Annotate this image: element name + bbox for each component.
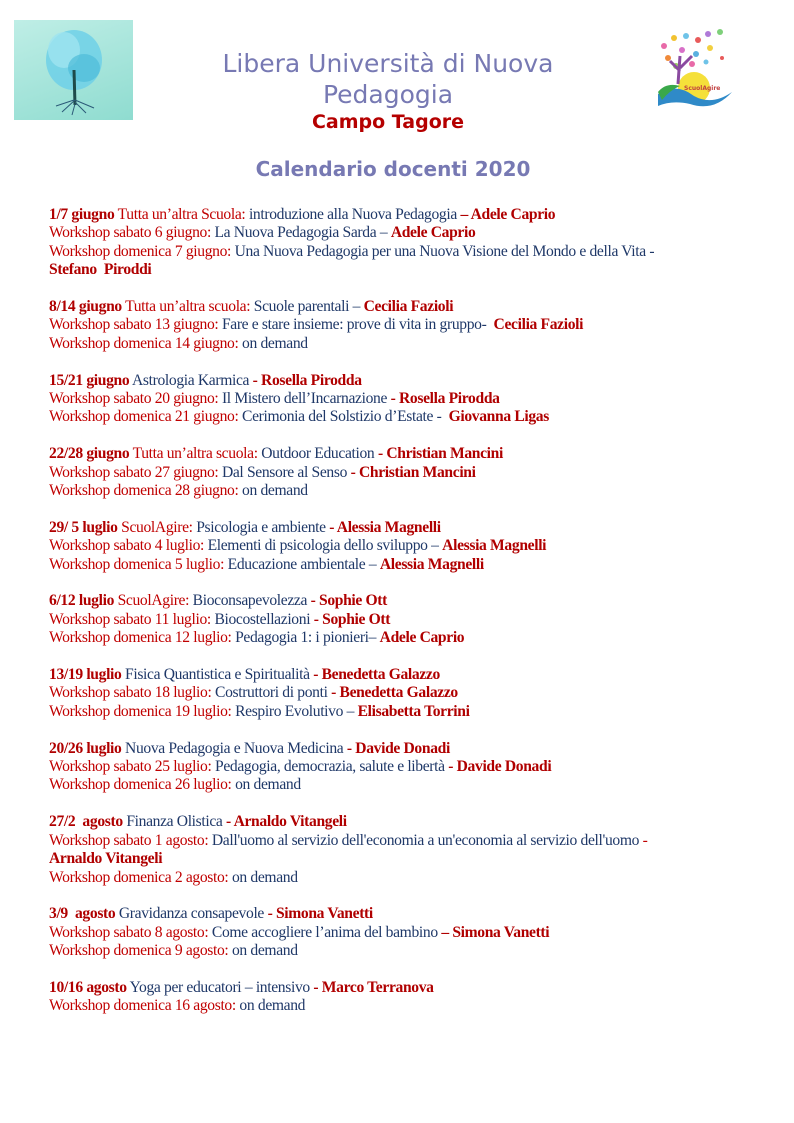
description-text: Finanza Olistica — [122, 813, 227, 831]
red-label: Workshop sabato 1 agosto: — [49, 831, 209, 849]
bold-red-text: 8/14 giugno — [49, 298, 122, 316]
red-label: Workshop domenica 26 luglio: — [49, 776, 232, 794]
calendar-entry-line — [49, 629, 769, 647]
bold-red-text: Cecilia Fazioli — [363, 298, 454, 316]
description-text: Il Mistero dell’Incarnazione — [218, 390, 391, 408]
description-text: Elementi di psicologia dello sviluppo – — [204, 537, 443, 555]
description-text: Dall'uomo al servizio dell'economia a un'economia al servizio dell'uomo — [208, 831, 643, 849]
calendar-entry-line — [49, 243, 769, 261]
description-text: on demand — [238, 334, 308, 352]
description-text: Outdoor Education — [257, 445, 378, 463]
red-label: Workshop domenica 5 luglio: — [49, 555, 225, 573]
red-label: Workshop sabato 6 giugno: — [49, 224, 211, 242]
red-label: ScuolAgire: — [117, 518, 193, 536]
bold-red-text: - Benedetta Galazzo — [331, 684, 458, 702]
bold-red-text: Arnaldo Vitangeli — [49, 850, 163, 868]
calendar-week-section — [49, 666, 769, 721]
calendar-entry-line — [49, 482, 769, 500]
description-text: on demand — [228, 942, 298, 960]
bold-red-text: Alessia Magnelli — [379, 555, 484, 573]
red-label: Workshop sabato 20 giugno: — [49, 390, 219, 408]
calendar-entry-line — [49, 979, 769, 997]
calendar-week-section — [49, 372, 769, 427]
description-text: Fisica Quantistica e Spiritualità — [121, 666, 314, 684]
red-label: Workshop sabato 8 agosto: — [49, 923, 209, 941]
red-label: ScuolAgire: — [114, 592, 190, 610]
calendar-entry-line — [49, 666, 769, 684]
calendar-week-section — [49, 445, 769, 500]
campo-subtitle: Campo Tagore — [311, 111, 465, 133]
red-label: Workshop domenica 9 agosto: — [49, 942, 229, 960]
description-text: Astrologia Karmica — [129, 371, 253, 389]
calendar-entry-line — [49, 813, 769, 831]
calendar-entry-line — [49, 372, 769, 390]
bold-red-text: 20/26 luglio — [49, 739, 122, 757]
bold-red-text: - Sophie Ott — [310, 592, 387, 610]
red-label: Workshop domenica 16 agosto: — [49, 997, 236, 1015]
description-text: Dal Sensore al Senso — [218, 463, 351, 481]
description-text: Educazione ambientale – — [224, 555, 380, 573]
bold-red-text: - Sophie Ott — [313, 610, 391, 628]
description-text: on demand — [235, 997, 306, 1015]
description-text: on demand — [228, 868, 298, 886]
calendar-entry-line — [49, 556, 769, 574]
bold-red-text: 13/19 luglio — [49, 666, 122, 684]
bold-red-text: - Davide Donadi — [346, 739, 450, 757]
bold-red-text: Stefano Piroddi — [49, 261, 152, 279]
description-text: Yoga per educatori – intensivo — [126, 978, 314, 996]
bold-red-text: 15/21 giugno — [49, 371, 130, 389]
red-label: Tutta un’altra scuola: — [121, 298, 251, 316]
description-text: La Nuova Pedagogia Sarda – — [210, 224, 391, 242]
red-label: Workshop domenica 28 giugno: — [49, 482, 239, 500]
calendar-week-section — [49, 206, 769, 280]
description-text: Pedagogia 1: i pionieri– — [231, 629, 380, 647]
description-text: Respiro Evolutivo – — [231, 702, 358, 720]
bold-red-text: 6/12 luglio — [49, 592, 115, 610]
calendar-entry-line — [49, 261, 769, 279]
calendar-week-section — [49, 979, 769, 1016]
university-name-line1: Libera Università di Nuova — [222, 49, 554, 78]
description-text: on demand — [238, 482, 308, 500]
red-label: Workshop sabato 13 giugno: — [49, 316, 219, 334]
calendar-entry-line — [49, 776, 769, 794]
calendar-entry-line — [49, 298, 769, 316]
calendar-entry-line — [49, 850, 769, 868]
bold-red-text: - Rosella Pirodda — [252, 371, 362, 389]
red-label: Workshop domenica 7 giugno: — [49, 242, 232, 260]
description-text: Pedagogia, democrazia, salute e libertà — [211, 758, 449, 776]
bold-red-text: - Benedetta Galazzo — [313, 666, 440, 684]
bold-red-text: - Rosella Pirodda — [390, 390, 500, 408]
bold-red-text: Adele Caprio — [390, 224, 476, 242]
calendar-entry-line — [49, 869, 769, 887]
bold-red-text: 22/28 giugno — [49, 445, 130, 463]
calendar-entry-line — [49, 684, 769, 702]
red-label: Workshop domenica 12 luglio: — [49, 629, 232, 647]
red-label: Tutta un’altra scuola: — [129, 445, 258, 463]
calendar-entry-line — [49, 832, 769, 850]
calendar-entry-line — [49, 758, 769, 776]
description-text: on demand — [231, 776, 301, 794]
bold-red-text: Elisabetta Torrini — [357, 702, 470, 720]
bold-red-text: - Davide Donadi — [448, 758, 552, 776]
bold-red-text: Adele Caprio — [379, 629, 465, 647]
bold-red-text: - Christian Mancini — [350, 463, 476, 481]
description-text: Psicologia e ambiente — [192, 518, 330, 536]
description-text: Scuole parentali – — [250, 298, 364, 316]
red-label: - — [642, 831, 648, 849]
description-text: Costruttori di ponti — [211, 684, 332, 702]
red-label: Workshop domenica 14 giugno: — [49, 334, 239, 352]
bold-red-text: – Adele Caprio — [460, 206, 556, 223]
calendar-entry-line — [49, 335, 769, 353]
calendar-entry-line — [49, 942, 769, 960]
bold-red-text: - Arnaldo Vitangeli — [226, 813, 347, 831]
red-label: Tutta un’altra Scuola: — [114, 206, 246, 223]
red-label: Workshop domenica 21 giugno: — [49, 408, 239, 426]
calendar-entry-line — [49, 224, 769, 242]
calendar-entry-line — [49, 390, 769, 408]
calendar-entry-line — [49, 206, 769, 224]
red-label: Workshop domenica 2 agosto: — [49, 868, 229, 886]
university-name — [0, 48, 776, 110]
red-label: Workshop sabato 18 luglio: — [49, 684, 212, 702]
calendar-entry-line — [49, 611, 769, 629]
bold-red-text: - Simona Vanetti — [267, 905, 373, 923]
calendar-week-section — [49, 905, 769, 960]
bold-red-text: Giovanna Ligas — [448, 408, 549, 426]
description-text: Una Nuova Pedagogia per una Nuova Visione del Mondo e della Vita - — [231, 242, 655, 260]
calendar-week-section — [49, 813, 769, 887]
bold-red-text: 1/7 giugno — [49, 206, 115, 223]
calendar-week-section — [49, 740, 769, 795]
calendar-week-section — [49, 592, 769, 647]
calendar-entry-line — [49, 316, 769, 334]
bold-red-text: - Marco Terranova — [313, 978, 434, 996]
calendar-week-section — [49, 519, 769, 574]
university-name-line2: Pedagogia — [322, 80, 454, 109]
calendar-entry-line — [49, 703, 769, 721]
bold-red-text: Cecilia Fazioli — [493, 316, 584, 334]
description-text: Bioconsapevolezza — [189, 592, 311, 610]
calendar-entry-line — [49, 519, 769, 537]
bold-red-text: – Simona Vanetti — [441, 923, 550, 941]
red-label: Workshop sabato 27 giugno: — [49, 463, 219, 481]
bold-red-text: 3/9 agosto — [49, 905, 116, 923]
description-text: introduzione alla Nuova Pedagogia — [245, 206, 461, 223]
calendar-week-section — [49, 298, 769, 353]
description-text: Gravidanza consapevole — [115, 905, 268, 923]
red-label: Workshop sabato 11 luglio: — [49, 610, 211, 628]
bold-red-text: Alessia Magnelli — [442, 537, 547, 555]
description-text: Cerimonia del Solstizio d’Estate - — [238, 408, 449, 426]
calendar-entry-line — [49, 997, 769, 1015]
calendar-entry-line — [49, 408, 769, 426]
bold-red-text: 10/16 agosto — [49, 978, 127, 996]
description-text: Come accogliere l’anima del bambino — [208, 923, 442, 941]
calendar-list — [49, 206, 769, 1034]
bold-red-text: - Christian Mancini — [377, 445, 503, 463]
bold-red-text: - Alessia Magnelli — [329, 518, 441, 536]
calendar-entry-line — [49, 537, 769, 555]
description-text: Nuova Pedagogia e Nuova Medicina — [121, 739, 347, 757]
scuolagire-logo-text: ScuolAgire — [684, 85, 721, 92]
description-text: Biocostellazioni — [210, 610, 314, 628]
description-text: Fare e stare insieme: prove di vita in gruppo- — [218, 316, 494, 334]
calendar-entry-line — [49, 924, 769, 942]
calendar-entry-line — [49, 464, 769, 482]
calendar-title: Calendario docenti 2020 — [255, 157, 531, 181]
red-label: Workshop domenica 19 luglio: — [49, 702, 232, 720]
red-label: Workshop sabato 25 luglio: — [49, 758, 212, 776]
red-label: Workshop sabato 4 luglio: — [49, 537, 205, 555]
calendar-entry-line — [49, 740, 769, 758]
calendar-entry-line — [49, 445, 769, 463]
calendar-entry-line — [49, 592, 769, 610]
bold-red-text: 29/ 5 luglio — [49, 518, 118, 536]
calendar-entry-line — [49, 905, 769, 923]
bold-red-text: 27/2 agosto — [49, 813, 123, 831]
